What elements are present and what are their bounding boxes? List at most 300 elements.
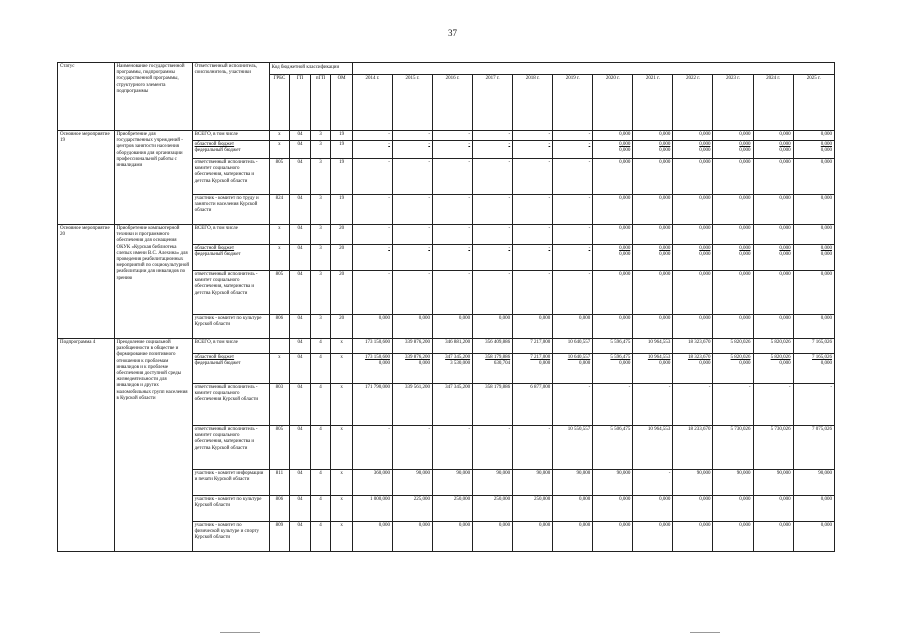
code-cell: 04 [290, 384, 311, 426]
value-cell: 0,000 [593, 271, 633, 315]
code-cell: 806 [269, 496, 290, 522]
value-cell: 0,000 [593, 496, 633, 522]
section-name: Преодоление социальной разобщенности в обществе и формирование позитивного отношения к проблемам инвалидов и к проблеме обеспечения доступной среды жизнедеятельности для инвалидов и других маломобильных групп населения в Курской области [114, 339, 192, 552]
code-cell: 19 [331, 195, 353, 225]
value-line: 0,000 [619, 246, 631, 251]
header-year: 2016 г. [433, 75, 473, 131]
value-cell: 358 179,886 [473, 384, 513, 426]
responsible-line: областной бюджет [194, 142, 235, 147]
value-cell: 0,000 [633, 271, 673, 315]
value-cell: 0,000 [713, 522, 753, 552]
value-cell: 0,000 [793, 522, 834, 552]
value-cell: 0,000 [793, 131, 834, 141]
value-cell: - [473, 225, 513, 245]
value-cell: 0,000 [793, 315, 834, 339]
value-cell: - [633, 384, 673, 426]
value-line: 173 150,600 [364, 355, 390, 360]
value-cell: 0,000 [513, 315, 553, 339]
value-cell: - [392, 195, 432, 225]
value-cell [593, 141, 633, 159]
value-cell [633, 245, 673, 271]
code-cell: х [331, 426, 353, 470]
code-cell: 806 [269, 315, 290, 339]
value-cell: 0,000 [593, 195, 633, 225]
value-line: - [508, 246, 511, 251]
value-cell [593, 245, 633, 271]
value-cell: 5 730,026 [713, 426, 753, 470]
value-cell: 0,000 [753, 195, 793, 225]
value-cell: 0,000 [673, 271, 713, 315]
header-year: 2019 г. [553, 75, 593, 131]
value-line: 0,000 [779, 148, 791, 154]
value-cell: 90,000 [392, 470, 432, 496]
section-status: Подпрограмма 4 [58, 339, 115, 552]
code-cell: х [331, 384, 353, 426]
value-cell: 171 790,000 [352, 384, 392, 426]
code-cell: 04 [290, 522, 311, 552]
value-cell: 0,000 [553, 315, 593, 339]
value-line: 0,000 [820, 361, 832, 367]
code-cell: 3 [310, 159, 331, 195]
value-cell: - [433, 131, 473, 141]
value-cell [753, 354, 793, 384]
code-cell: 3 [310, 195, 331, 225]
code-cell: 3 [310, 225, 331, 245]
responsible-cell: ВСЕГО, в том числе [192, 131, 269, 141]
code-cell: х [269, 131, 290, 141]
value-line: 0,000 [378, 361, 390, 367]
value-cell: 0,000 [593, 159, 633, 195]
code-cell: 3 [310, 245, 331, 271]
value-cell: 0,000 [793, 159, 834, 195]
value-line: 0,000 [820, 246, 832, 251]
value-line: - [548, 246, 551, 251]
value-cell: - [473, 271, 513, 315]
value-cell: 1 000,000 [352, 496, 392, 522]
header-year: 2015 г. [392, 75, 432, 131]
value-line: 0,000 [699, 252, 711, 258]
value-line: 10 640,557 [567, 355, 591, 360]
header-year: 2021 г. [633, 75, 673, 131]
value-line: 0,000 [779, 252, 791, 258]
header-code: пГП [310, 75, 331, 131]
value-cell: 0,000 [753, 271, 793, 315]
value-cell [473, 354, 513, 384]
code-cell: 4 [310, 496, 331, 522]
code-cell: 805 [269, 159, 290, 195]
code-cell: 3 [310, 271, 331, 315]
responsible-cell: ответственный исполнитель - комитет социального обеспечения, материнства и детства Курской области [192, 426, 269, 470]
value-line: 630,704 [493, 361, 511, 367]
value-cell: 90,000 [593, 470, 633, 496]
responsible-cell: участник - комитет по культуре Курской области [192, 496, 269, 522]
value-cell: 0,000 [553, 522, 593, 552]
value-cell: 0,000 [713, 315, 753, 339]
value-cell [793, 245, 834, 271]
value-cell: 0,000 [633, 225, 673, 245]
value-line: 0,000 [538, 361, 551, 367]
header-year: 2024 г. [753, 75, 793, 131]
code-cell: 811 [269, 470, 290, 496]
value-cell: 5 820,026 [753, 339, 793, 354]
value-cell [473, 245, 513, 271]
section-status: Основное мероприятие 20 [58, 225, 115, 339]
value-line: 0,000 [820, 252, 832, 258]
code-cell: 19 [331, 159, 353, 195]
code-cell: х [269, 354, 290, 384]
value-cell [473, 141, 513, 159]
value-cell [513, 245, 553, 271]
value-line: 0,000 [739, 361, 751, 367]
value-cell: 0,000 [753, 522, 793, 552]
value-cell: - [553, 384, 593, 426]
value-cell: 7 075,026 [793, 426, 834, 470]
table-row [58, 131, 835, 141]
value-cell [713, 141, 753, 159]
value-cell: 339 876,200 [392, 339, 432, 354]
value-line: - [468, 142, 471, 147]
value-cell: 0,000 [713, 131, 753, 141]
value-line: 10 964,553 [647, 355, 671, 360]
value-cell: - [392, 225, 432, 245]
value-line: 0,000 [739, 148, 751, 154]
value-cell: 0,000 [593, 225, 633, 245]
value-cell: 0,000 [352, 315, 392, 339]
value-cell [633, 354, 673, 384]
value-cell: 347 345,200 [433, 384, 473, 426]
value-cell: - [392, 271, 432, 315]
header-year: 2023 г. [713, 75, 753, 131]
value-cell: 339 561,200 [392, 384, 432, 426]
value-cell: 0,000 [673, 225, 713, 245]
code-cell [269, 339, 290, 354]
code-cell: 20 [331, 245, 353, 271]
value-cell [513, 141, 553, 159]
value-cell [433, 245, 473, 271]
header-code: ГП [290, 75, 311, 131]
value-line: 0,000 [739, 252, 751, 258]
value-cell: 0,000 [633, 315, 673, 339]
value-cell [713, 354, 753, 384]
value-line: 5 820,026 [730, 355, 751, 360]
value-cell [553, 354, 593, 384]
value-cell: 0,000 [753, 225, 793, 245]
value-cell: - [753, 384, 793, 426]
header-code: ОМ [331, 75, 353, 131]
value-cell: 0,000 [713, 195, 753, 225]
value-cell: 0,000 [793, 271, 834, 315]
value-cell: - [553, 195, 593, 225]
value-cell: 0,000 [753, 496, 793, 522]
header-name: Наименование государственной программы, подпрограммы государственной программы, структурного элемента подпрограммы [114, 63, 192, 131]
value-cell: - [513, 271, 553, 315]
value-line: 0,000 [659, 246, 671, 251]
value-line: 0,000 [779, 361, 791, 367]
table-row [58, 339, 835, 354]
value-cell: 10 964,553 [633, 426, 673, 470]
code-cell: 04 [290, 339, 311, 354]
code-cell: 3 [310, 131, 331, 141]
responsible-cell [192, 141, 269, 159]
value-cell: - [352, 426, 392, 470]
value-cell [352, 141, 392, 159]
value-cell [633, 141, 673, 159]
value-line: 0,000 [619, 142, 631, 147]
value-cell: 0,000 [673, 496, 713, 522]
value-cell: 0,000 [473, 522, 513, 552]
code-cell: 04 [290, 496, 311, 522]
value-line: 0,000 [699, 148, 711, 154]
responsible-line: федеральный бюджет [194, 361, 241, 367]
value-cell [793, 354, 834, 384]
responsible-cell: участник - комитет по культуре Курской области [192, 315, 269, 339]
value-line: 0,000 [699, 246, 711, 251]
value-cell [713, 245, 753, 271]
code-cell: х [331, 496, 353, 522]
responsible-cell: ответственный исполнитель - комитет социального обеспечения, материнства и детства Курской области [192, 159, 269, 195]
value-cell: - [433, 426, 473, 470]
value-line: 0,000 [820, 148, 832, 154]
value-cell: 10 964,553 [633, 339, 673, 354]
value-cell: - [553, 159, 593, 195]
value-cell: 0,000 [673, 195, 713, 225]
code-cell: 3 [310, 315, 331, 339]
value-line: - [428, 142, 431, 147]
value-cell: 0,000 [713, 159, 753, 195]
value-cell: 0,000 [793, 195, 834, 225]
header-years-group [352, 63, 834, 75]
value-line: 0,000 [659, 142, 671, 147]
value-line: 339 876,200 [405, 355, 431, 360]
code-cell: 04 [290, 426, 311, 470]
value-cell: - [593, 384, 633, 426]
value-line: 0,000 [659, 148, 671, 154]
value-cell: 90,000 [513, 470, 553, 496]
value-line: 0,000 [779, 246, 791, 251]
value-line: - [588, 246, 591, 251]
value-cell [433, 354, 473, 384]
value-cell: - [392, 426, 432, 470]
value-cell: 90,000 [433, 470, 473, 496]
value-cell [753, 141, 793, 159]
value-cell: - [553, 225, 593, 245]
code-cell: 04 [290, 195, 311, 225]
value-cell: 0,000 [593, 131, 633, 141]
header-year: 2017 г. [473, 75, 513, 131]
code-cell: 04 [290, 315, 311, 339]
value-line: 0,000 [659, 252, 671, 258]
value-cell: 0,000 [713, 271, 753, 315]
code-cell: 803 [269, 384, 290, 426]
scan-mark [220, 632, 260, 633]
code-cell: 824 [269, 195, 290, 225]
value-cell: 0,000 [513, 522, 553, 552]
value-cell [392, 141, 432, 159]
code-cell: х [269, 225, 290, 245]
responsible-cell: участник - комитет по труду и занятости населения Курской области [192, 195, 269, 225]
value-cell: 0,000 [593, 522, 633, 552]
value-line: 0,000 [739, 246, 751, 251]
value-cell: 0,000 [713, 496, 753, 522]
responsible-line: областной бюджет [194, 246, 235, 251]
value-cell: - [392, 131, 432, 141]
responsible-cell: ответственный исполнитель - комитет социального обеспечения Курской области [192, 384, 269, 426]
value-cell: - [513, 426, 553, 470]
value-cell: 250,000 [433, 496, 473, 522]
code-cell: 04 [290, 271, 311, 315]
value-line: - [508, 142, 511, 147]
value-line: 0,000 [820, 142, 832, 147]
code-cell: 19 [331, 141, 353, 159]
value-line: 0,000 [619, 361, 631, 367]
value-cell: - [433, 195, 473, 225]
code-cell: 04 [290, 141, 311, 159]
value-cell: - [513, 159, 553, 195]
code-cell: 04 [290, 245, 311, 271]
code-cell: 4 [310, 522, 331, 552]
value-cell [553, 245, 593, 271]
value-line: 0,000 [619, 252, 631, 258]
value-line: 0,000 [699, 142, 711, 147]
responsible-cell [192, 245, 269, 271]
code-cell: 3 [310, 141, 331, 159]
value-cell: 0,000 [753, 315, 793, 339]
value-cell: 360,000 [352, 470, 392, 496]
value-cell: 90,000 [673, 470, 713, 496]
page-number: 37 [448, 28, 457, 38]
code-cell: 04 [290, 354, 311, 384]
header-responsible: Ответственный исполнитель, соисполнитель, участники [192, 63, 269, 131]
value-cell: 0,000 [433, 522, 473, 552]
value-cell: - [513, 131, 553, 141]
code-cell: 19 [331, 131, 353, 141]
value-cell: - [392, 159, 432, 195]
code-cell: х [331, 470, 353, 496]
section-name: Приобретение для государственных учреждений - центров занятости населения оборудования для организации профессиональной работы с инвалидами [114, 131, 192, 225]
code-cell: 20 [331, 225, 353, 245]
responsible-line: федеральный бюджет [194, 252, 241, 258]
value-cell: 10 640,557 [553, 339, 593, 354]
value-cell: 0,000 [593, 315, 633, 339]
responsible-cell: ВСЕГО, в том числе [192, 339, 269, 354]
value-cell: 0,000 [633, 522, 673, 552]
value-cell: - [473, 195, 513, 225]
code-cell: 20 [331, 271, 353, 315]
code-cell: х [331, 339, 353, 354]
code-cell: х [331, 522, 353, 552]
value-cell: 90,000 [473, 470, 513, 496]
code-cell: 20 [331, 315, 353, 339]
code-cell: 04 [290, 225, 311, 245]
value-cell: 0,000 [392, 315, 432, 339]
responsible-cell: участник - комитет по физической культуре и спорту Курской области [192, 522, 269, 552]
value-cell: 0,000 [633, 159, 673, 195]
value-cell: 225,000 [392, 496, 432, 522]
value-cell [673, 354, 713, 384]
value-cell: 18 233,670 [673, 426, 713, 470]
value-line: - [388, 246, 390, 251]
value-cell [513, 354, 553, 384]
value-cell: 346 881,200 [433, 339, 473, 354]
value-cell: - [352, 225, 392, 245]
value-cell: - [433, 225, 473, 245]
value-line: 0,000 [739, 142, 751, 147]
value-cell: - [513, 225, 553, 245]
value-line: 18 323,670 [687, 355, 711, 360]
code-cell: 805 [269, 426, 290, 470]
value-cell: 10 550,557 [553, 426, 593, 470]
value-line: 7 217,000 [530, 355, 551, 360]
value-cell [392, 245, 432, 271]
responsible-cell: ответственный исполнитель - комитет социального обеспечения, материнства и детства Курской области [192, 271, 269, 315]
section-status: Основное мероприятие 19 [58, 131, 115, 225]
value-line: 0,000 [659, 361, 671, 367]
header-code: ГРБС [269, 75, 290, 131]
value-cell: 0,000 [392, 522, 432, 552]
value-cell: - [633, 470, 673, 496]
value-cell: - [793, 384, 834, 426]
value-cell: 90,000 [553, 470, 593, 496]
value-cell: 0,000 [433, 315, 473, 339]
value-cell: 250,000 [473, 496, 513, 522]
value-cell: 0,000 [673, 159, 713, 195]
header-year: 2020 г. [593, 75, 633, 131]
code-cell: х [331, 354, 353, 384]
value-cell: 356 409,886 [473, 339, 513, 354]
value-line: 0,000 [418, 361, 431, 367]
value-line: - [548, 142, 551, 147]
header-year: 2025 г. [793, 75, 834, 131]
code-cell: 04 [290, 159, 311, 195]
responsible-cell: ВСЕГО, в том числе [192, 225, 269, 245]
code-cell: х [269, 141, 290, 159]
value-cell: - [473, 159, 513, 195]
value-line: - [388, 142, 390, 147]
code-cell: 04 [290, 470, 311, 496]
value-cell: 0,000 [352, 522, 392, 552]
value-cell: 5 506,475 [593, 426, 633, 470]
code-cell: 4 [310, 426, 331, 470]
value-cell [793, 141, 834, 159]
code-cell: 4 [310, 339, 331, 354]
responsible-line: областной бюджет [194, 355, 235, 360]
value-line: 0,000 [619, 148, 631, 154]
value-cell [593, 354, 633, 384]
scan-mark [690, 632, 720, 633]
budget-table [57, 62, 835, 552]
value-cell [673, 245, 713, 271]
code-cell: 809 [269, 522, 290, 552]
header-year: 2014 г. [352, 75, 392, 131]
value-cell: 6 877,000 [513, 384, 553, 426]
value-cell [553, 141, 593, 159]
value-cell [433, 141, 473, 159]
value-line: 0,000 [779, 142, 791, 147]
code-cell: 805 [269, 271, 290, 315]
value-cell: 0,000 [673, 315, 713, 339]
value-cell: - [553, 271, 593, 315]
header-budget-class: Код бюджетной классификации [269, 63, 352, 75]
section-name: Приобретение компьютерной техники и программного обеспечения для оснащения ОКУК «Курская библиотека слепых имени В.С. Алехина» для проведения реабилитационных мероприятий по социокультурной реабилитации для инвалидов по зрению [114, 225, 192, 339]
value-cell: 7 217,000 [513, 339, 553, 354]
value-cell: 18 323,670 [673, 339, 713, 354]
value-cell [392, 354, 432, 384]
responsible-line: федеральный бюджет [194, 148, 241, 154]
value-line: - [428, 246, 431, 251]
responsible-cell: участник - комитет информации и печати Курской области [192, 470, 269, 496]
value-cell: 90,000 [753, 470, 793, 496]
value-cell: 0,000 [753, 159, 793, 195]
